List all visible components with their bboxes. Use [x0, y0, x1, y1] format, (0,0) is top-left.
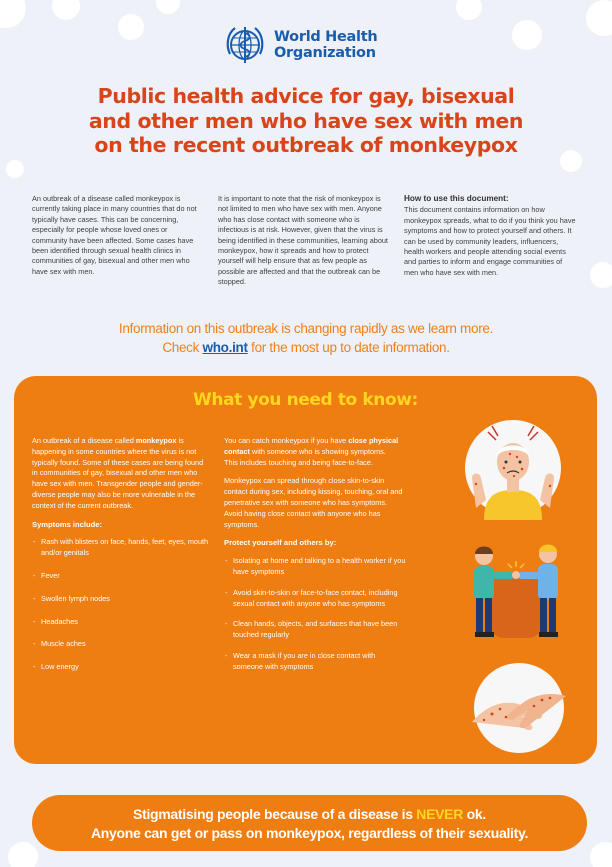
intro-column-3: [404, 194, 576, 278]
protect-item: - Isolating at home and talking to a health worker if you have symptoms: [224, 556, 406, 578]
org-line-1: World Health: [274, 29, 378, 45]
symptom-item: - Muscle aches: [32, 639, 210, 650]
notice-suffix: for the most up to date information.: [247, 339, 450, 355]
outbreak-text-c: is happening in some countries where the virus is not typically found. Some of these cases are being found in communities of gay, bisexual and other men who have sex with men. Transgender people and gender-diverse people may also be more vulnerable in the context of the current outbreak.: [32, 436, 204, 510]
panel-heading: What you need to know:: [193, 390, 418, 410]
stigma-banner: [32, 795, 587, 851]
symptoms-list: [32, 537, 210, 673]
who-int-link[interactable]: who.int: [202, 339, 248, 355]
intro-column-1: [32, 194, 204, 277]
what-you-need-to-know-panel: [14, 376, 597, 764]
bg-dot: [590, 262, 612, 288]
bg-dot: [456, 0, 482, 20]
intro-paragraph-2: It is important to note that the risk of monkeypox is not limited to men who have sex with men. Anyone who has close contact with someone who is infectious is at risk. However, given that the virus is being identified in these communities, learning about monkeypox, how it spreads and how to protect yourself will help ensure that as few people as possible are affected and that the outbreak can be stopped.: [218, 194, 388, 287]
how-to-use-heading: How to use this document:: [404, 194, 509, 203]
bg-dot: [586, 0, 612, 36]
protect-item: - Clean hands, objects, and surfaces that have been touched regularly: [224, 619, 406, 641]
intro-column-2: [218, 194, 390, 288]
bg-dot: [6, 160, 24, 178]
symptoms-heading: Symptoms include:: [32, 519, 103, 529]
outbreak-paragraph: [32, 436, 210, 512]
page-title: [40, 84, 572, 158]
bg-dot: [8, 842, 38, 867]
banner-line-1-pre: Stigmatising people because of a disease is: [133, 806, 417, 822]
bg-dot: [156, 0, 180, 14]
banner-line-1: [32, 805, 587, 824]
who-emblem-icon: [222, 22, 268, 68]
spread-paragraph: Monkeypox can spread through close skin-to-skin contact during sex, including kissing, touching, oral and penetrative sex with someone who has symptoms. Avoid having close contact with anyone who has symptoms.: [224, 476, 403, 529]
symptom-item: - Headaches: [32, 617, 210, 628]
title-line-3: on the recent outbreak of monkeypox: [94, 133, 518, 157]
panel-left-column: [32, 436, 210, 685]
bg-dot: [52, 0, 80, 20]
protect-heading: Protect yourself and others by:: [224, 538, 337, 548]
who-wordmark: [274, 29, 377, 61]
bg-dot: [0, 0, 26, 28]
who-logo[interactable]: [222, 22, 392, 68]
title-line-2: and other men who have sex with men: [88, 108, 524, 133]
bg-dot: [512, 20, 542, 50]
notice-line-2: [40, 339, 572, 358]
panel-right-column: [224, 436, 406, 683]
contact-text-c: with someone who is showing symptoms.: [249, 446, 386, 456]
intro-paragraph-3: This document contains information on how monkeypox spreads, what to do if you think you have symptoms and how to protect yourself and others. It can be used by community leaders, influencers, health workers and people attending social events and parties to inform and engage communities of men who have sex with men.: [404, 205, 576, 277]
org-line-2: Organization: [274, 45, 376, 61]
title-line-1: Public health advice for gay, bisexual: [97, 84, 515, 108]
banner-line-1-post: ok.: [463, 806, 486, 822]
bg-dot: [590, 842, 612, 867]
intro-paragraph-1: An outbreak of a disease called monkeypox is currently taking place in many countries that do not typically have cases. This can be concerning, especially for people whose loved ones or community have been affected. Some cases have been identified through sexual health clinics in communities of gay, bisexual and other men who have sex with men.: [32, 194, 197, 276]
symptom-item: - Rash with blisters on face, hands, feet, eyes, mouth and/or genitals: [32, 537, 210, 559]
protect-item: - Wear a mask if you are in close contact with someone with symptoms: [224, 651, 406, 673]
contact-text-a: You can catch monkeypox if you have: [224, 436, 349, 445]
contact-paragraph: [224, 436, 406, 468]
fist-bump-illustration: [462, 534, 570, 644]
symptom-item: - Low energy: [32, 662, 210, 673]
protect-list: [224, 556, 406, 672]
never-highlight: NEVER: [416, 806, 464, 822]
close-contact-bold: close physical contact: [224, 436, 399, 456]
symptom-item: - Swollen lymph nodes: [32, 594, 210, 605]
sick-person-illustration: [454, 412, 572, 520]
notice-prefix: Check: [162, 339, 203, 355]
contact-text-d: This includes touching and being face-to-face.: [224, 457, 373, 467]
outbreak-text-a: An outbreak of a disease called: [32, 436, 136, 445]
symptom-item: - Fever: [32, 571, 210, 582]
bg-dot: [118, 14, 144, 40]
notice-line-1: Information on this outbreak is changing rapidly as we learn more.: [118, 321, 494, 336]
monkeypox-bold: monkeypox: [135, 436, 177, 445]
update-notice: [40, 320, 572, 357]
hands-rash-illustration: [462, 662, 576, 754]
protect-item: - Avoid skin-to-skin or face-to-face contact, including sexual contact with anyone who has symptoms: [224, 588, 406, 610]
banner-line-2: Anyone can get or pass on monkeypox, regardless of their sexuality.: [90, 824, 529, 841]
